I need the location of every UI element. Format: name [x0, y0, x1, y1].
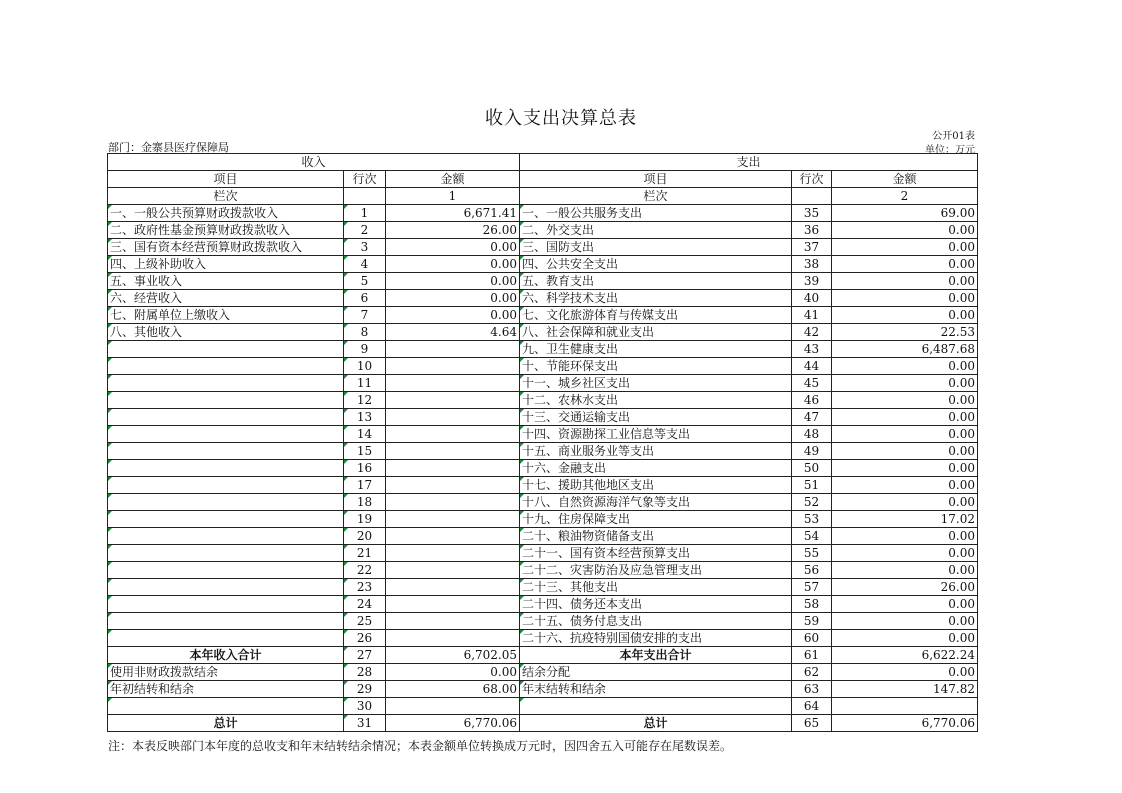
expense-row-no-cell: 43: [792, 341, 832, 358]
table-row: [108, 222, 978, 239]
income-item-cell: [108, 477, 344, 494]
expense-row-no-blank: [792, 188, 832, 205]
income-row-no-cell: 10: [344, 358, 386, 375]
grand-total-row: [108, 715, 978, 732]
expense-item-cell: 二十三、其他支出: [520, 579, 792, 596]
income-amount-cell: 0.00: [386, 664, 520, 681]
income-amount-cell: [386, 426, 520, 443]
expense-item-cell: 十七、援助其他地区支出: [520, 477, 792, 494]
income-row-no-cell: 30: [344, 698, 386, 715]
expense-row-no-header: 行次: [792, 171, 832, 188]
expense-amount-cell: 6,770.06: [832, 715, 978, 732]
table-row: [108, 630, 978, 647]
income-amount-cell: 0.00: [386, 273, 520, 290]
table-row: [108, 256, 978, 273]
income-row-no-cell: 29: [344, 681, 386, 698]
table-row: [108, 290, 978, 307]
expense-row-no-cell: 55: [792, 545, 832, 562]
table-row: [108, 392, 978, 409]
expense-item-cell: 本年支出合计: [520, 647, 792, 664]
expense-row-no-cell: 60: [792, 630, 832, 647]
table-row: [108, 426, 978, 443]
income-amount-cell: 0.00: [386, 290, 520, 307]
expense-row-no-cell: 64: [792, 698, 832, 715]
expense-amount-cell: 0.00: [832, 562, 978, 579]
income-amount-cell: 4.64: [386, 324, 520, 341]
income-amount-cell: 0.00: [386, 307, 520, 324]
expense-row-no-cell: 65: [792, 715, 832, 732]
expense-amount-cell: [832, 698, 978, 715]
expense-item-cell: 十六、金融支出: [520, 460, 792, 477]
expense-row-no-cell: 63: [792, 681, 832, 698]
income-row-no-cell: 15: [344, 443, 386, 460]
income-item-cell: [108, 392, 344, 409]
expense-amount-cell: 0.00: [832, 528, 978, 545]
expense-item-cell: 十一、城乡社区支出: [520, 375, 792, 392]
expense-amount-cell: 0.00: [832, 596, 978, 613]
expense-item-cell: 十、节能环保支出: [520, 358, 792, 375]
income-item-cell: [108, 698, 344, 715]
expense-row-no-cell: 51: [792, 477, 832, 494]
income-amount-cell: [386, 443, 520, 460]
expense-amount-cell: 26.00: [832, 579, 978, 596]
income-row-no-cell: 25: [344, 613, 386, 630]
income-amount-cell: [386, 698, 520, 715]
income-row-no-cell: 12: [344, 392, 386, 409]
income-amount-cell: 68.00: [386, 681, 520, 698]
expense-item-cell: 年末结转和结余: [520, 681, 792, 698]
expense-row-no-cell: 53: [792, 511, 832, 528]
expense-row-no-cell: 38: [792, 256, 832, 273]
income-row-no-cell: 22: [344, 562, 386, 579]
income-item-cell: 本年收入合计: [108, 647, 344, 664]
expense-row-no-cell: 37: [792, 239, 832, 256]
income-item-cell: 七、附属单位上缴收入: [108, 307, 344, 324]
expense-column-label: 栏次: [520, 188, 792, 205]
income-header: 收入: [108, 154, 520, 171]
income-item-cell: [108, 494, 344, 511]
income-amount-cell: 6,702.05: [386, 647, 520, 664]
income-amount-cell: [386, 409, 520, 426]
income-column-number: 1: [386, 188, 520, 205]
expense-amount-cell: 0.00: [832, 307, 978, 324]
expense-row-no-cell: 35: [792, 205, 832, 222]
expense-item-cell: 结余分配: [520, 664, 792, 681]
expense-amount-cell: 0.00: [832, 239, 978, 256]
income-amount-cell: [386, 392, 520, 409]
expense-row-no-cell: 39: [792, 273, 832, 290]
expense-amount-cell: 0.00: [832, 613, 978, 630]
expense-item-cell: 二十四、债务还本支出: [520, 596, 792, 613]
expense-item-cell: 二十五、债务付息支出: [520, 613, 792, 630]
income-amount-cell: 0.00: [386, 239, 520, 256]
department-label: 部门：金寨县医疗保障局: [108, 141, 229, 154]
form-code: 公开01表: [932, 131, 975, 142]
expense-amount-cell: 0.00: [832, 460, 978, 477]
income-amount-cell: [386, 460, 520, 477]
income-expense-table: [107, 153, 978, 732]
expense-amount-cell: 0.00: [832, 273, 978, 290]
income-item-cell: [108, 409, 344, 426]
expense-amount-cell: 0.00: [832, 664, 978, 681]
income-row-no-cell: 1: [344, 205, 386, 222]
income-item-cell: [108, 596, 344, 613]
income-item-cell: [108, 528, 344, 545]
expense-row-no-cell: 40: [792, 290, 832, 307]
income-row-no-cell: 6: [344, 290, 386, 307]
income-amount-cell: [386, 511, 520, 528]
income-row-no-cell: 8: [344, 324, 386, 341]
income-amount-header: 金额: [386, 171, 520, 188]
expense-header: 支出: [520, 154, 978, 171]
income-item-cell: [108, 341, 344, 358]
income-item-cell: 年初结转和结余: [108, 681, 344, 698]
income-row-no-cell: 7: [344, 307, 386, 324]
expense-item-cell: 十九、住房保障支出: [520, 511, 792, 528]
income-row-no-cell: 21: [344, 545, 386, 562]
income-item-cell: 四、上级补助收入: [108, 256, 344, 273]
table-row: [108, 375, 978, 392]
expense-item-cell: 总计: [520, 715, 792, 732]
expense-row-no-cell: 44: [792, 358, 832, 375]
expense-row-no-cell: 49: [792, 443, 832, 460]
expense-amount-cell: 0.00: [832, 545, 978, 562]
income-amount-cell: [386, 375, 520, 392]
expense-amount-cell: 0.00: [832, 426, 978, 443]
expense-row-no-cell: 56: [792, 562, 832, 579]
expense-amount-cell: 0.00: [832, 290, 978, 307]
table-row: [108, 324, 978, 341]
income-item-cell: [108, 579, 344, 596]
income-item-cell: [108, 613, 344, 630]
income-item-cell: [108, 426, 344, 443]
expense-item-cell: 十二、农林水支出: [520, 392, 792, 409]
table-row: [108, 664, 978, 681]
income-row-no-cell: 18: [344, 494, 386, 511]
expense-row-no-cell: 58: [792, 596, 832, 613]
income-item-cell: [108, 630, 344, 647]
income-row-no-cell: 28: [344, 664, 386, 681]
table-row: [108, 273, 978, 290]
table-row: [108, 307, 978, 324]
expense-row-no-cell: 36: [792, 222, 832, 239]
table-row: [108, 460, 978, 477]
income-item-cell: 六、经营收入: [108, 290, 344, 307]
table-row: [108, 409, 978, 426]
expense-row-no-cell: 46: [792, 392, 832, 409]
table-row: [108, 528, 978, 545]
income-item-cell: [108, 511, 344, 528]
expense-amount-cell: 17.02: [832, 511, 978, 528]
expense-row-no-cell: 59: [792, 613, 832, 630]
expense-item-cell: 三、国防支出: [520, 239, 792, 256]
expense-item-cell: 二十六、抗疫特别国债安排的支出: [520, 630, 792, 647]
expense-amount-cell: 22.53: [832, 324, 978, 341]
income-column-label: 栏次: [108, 188, 344, 205]
expense-row-no-cell: 41: [792, 307, 832, 324]
income-amount-cell: 0.00: [386, 256, 520, 273]
income-row-no-cell: 16: [344, 460, 386, 477]
expense-row-no-cell: 52: [792, 494, 832, 511]
income-row-no-cell: 5: [344, 273, 386, 290]
income-amount-cell: 6,770.06: [386, 715, 520, 732]
income-row-no-cell: 3: [344, 239, 386, 256]
table-row: [108, 596, 978, 613]
expense-item-cell: 十四、资源勘探工业信息等支出: [520, 426, 792, 443]
income-row-no-cell: 13: [344, 409, 386, 426]
income-row-no-cell: 11: [344, 375, 386, 392]
expense-column-number: 2: [832, 188, 978, 205]
expense-item-header: 项目: [520, 171, 792, 188]
section-header-row: [108, 154, 978, 171]
expense-item-cell: 二十、粮油物资储备支出: [520, 528, 792, 545]
table-row: [108, 358, 978, 375]
expense-amount-cell: 0.00: [832, 409, 978, 426]
expense-item-cell: 二、外交支出: [520, 222, 792, 239]
income-row-no-cell: 27: [344, 647, 386, 664]
income-row-no-cell: 17: [344, 477, 386, 494]
income-amount-cell: [386, 630, 520, 647]
expense-amount-cell: 0.00: [832, 630, 978, 647]
expense-item-cell: 五、教育支出: [520, 273, 792, 290]
income-row-no-blank: [344, 188, 386, 205]
income-row-no-cell: 23: [344, 579, 386, 596]
income-item-cell: 总计: [108, 715, 344, 732]
income-amount-cell: [386, 562, 520, 579]
income-row-no-cell: 31: [344, 715, 386, 732]
income-amount-cell: [386, 596, 520, 613]
income-item-cell: [108, 562, 344, 579]
table-row: [108, 494, 978, 511]
expense-item-cell: 十八、自然资源海洋气象等支出: [520, 494, 792, 511]
subtotal-row: [108, 647, 978, 664]
income-item-header: 项目: [108, 171, 344, 188]
table-row: [108, 613, 978, 630]
table-row: [108, 681, 978, 698]
expense-amount-cell: 147.82: [832, 681, 978, 698]
column-index-row: [108, 188, 978, 205]
income-amount-cell: [386, 341, 520, 358]
income-item-cell: [108, 375, 344, 392]
expense-item-cell: 十三、交通运输支出: [520, 409, 792, 426]
income-item-cell: 一、一般公共预算财政拨款收入: [108, 205, 344, 222]
income-item-cell: 三、国有资本经营预算财政拨款收入: [108, 239, 344, 256]
table-row: [108, 443, 978, 460]
expense-item-cell: 一、一般公共服务支出: [520, 205, 792, 222]
income-item-cell: 使用非财政拨款结余: [108, 664, 344, 681]
income-amount-cell: [386, 477, 520, 494]
table-row: [108, 579, 978, 596]
income-item-cell: 五、事业收入: [108, 273, 344, 290]
expense-amount-cell: 0.00: [832, 256, 978, 273]
table-row: [108, 477, 978, 494]
income-amount-cell: [386, 494, 520, 511]
expense-item-cell: 十五、商业服务业等支出: [520, 443, 792, 460]
income-amount-cell: [386, 579, 520, 596]
income-item-cell: [108, 460, 344, 477]
income-row-no-cell: 2: [344, 222, 386, 239]
expense-row-no-cell: 54: [792, 528, 832, 545]
unit-label: 单位：万元: [925, 145, 975, 156]
column-header-row: [108, 171, 978, 188]
income-amount-cell: [386, 528, 520, 545]
expense-amount-cell: 0.00: [832, 222, 978, 239]
table-row: [108, 239, 978, 256]
income-amount-cell: [386, 545, 520, 562]
expense-item-cell: 二十一、国有资本经营预算支出: [520, 545, 792, 562]
income-amount-cell: [386, 358, 520, 375]
expense-item-cell: 六、科学技术支出: [520, 290, 792, 307]
expense-row-no-cell: 45: [792, 375, 832, 392]
expense-row-no-cell: 50: [792, 460, 832, 477]
income-row-no-cell: 24: [344, 596, 386, 613]
table-row: [108, 545, 978, 562]
expense-row-no-cell: 47: [792, 409, 832, 426]
income-amount-cell: 6,671.41: [386, 205, 520, 222]
expense-amount-cell: 0.00: [832, 494, 978, 511]
income-item-cell: [108, 443, 344, 460]
income-item-cell: 八、其他收入: [108, 324, 344, 341]
expense-amount-cell: 0.00: [832, 477, 978, 494]
income-row-no-cell: 9: [344, 341, 386, 358]
expense-item-cell: 二十二、灾害防治及应急管理支出: [520, 562, 792, 579]
expense-row-no-cell: 61: [792, 647, 832, 664]
table-row: [108, 511, 978, 528]
expense-item-cell: 八、社会保障和就业支出: [520, 324, 792, 341]
expense-amount-cell: 0.00: [832, 358, 978, 375]
expense-row-no-cell: 48: [792, 426, 832, 443]
expense-item-cell: 九、卫生健康支出: [520, 341, 792, 358]
page-title: 收入支出决算总表: [485, 108, 637, 129]
income-item-cell: [108, 358, 344, 375]
expense-row-no-cell: 62: [792, 664, 832, 681]
table-row: [108, 698, 978, 715]
income-row-no-cell: 26: [344, 630, 386, 647]
income-amount-cell: 26.00: [386, 222, 520, 239]
income-amount-cell: [386, 613, 520, 630]
table-row: [108, 205, 978, 222]
expense-row-no-cell: 57: [792, 579, 832, 596]
table-row: [108, 341, 978, 358]
income-item-cell: 二、政府性基金预算财政拨款收入: [108, 222, 344, 239]
expense-amount-cell: 69.00: [832, 205, 978, 222]
income-item-cell: [108, 545, 344, 562]
expense-amount-cell: 0.00: [832, 392, 978, 409]
income-row-no-cell: 4: [344, 256, 386, 273]
income-row-no-cell: 14: [344, 426, 386, 443]
expense-row-no-cell: 42: [792, 324, 832, 341]
expense-amount-cell: 6,622.24: [832, 647, 978, 664]
expense-amount-header: 金额: [832, 171, 978, 188]
table-row: [108, 562, 978, 579]
footnote: 注：本表反映部门本年度的总收支和年末结转结余情况；本表金额单位转换成万元时，因四舍五入可能存在尾数误差。: [108, 739, 733, 753]
expense-amount-cell: 0.00: [832, 375, 978, 392]
expense-item-cell: 四、公共安全支出: [520, 256, 792, 273]
expense-amount-cell: 0.00: [832, 443, 978, 460]
expense-item-cell: [520, 698, 792, 715]
income-row-no-cell: 20: [344, 528, 386, 545]
expense-item-cell: 七、文化旅游体育与传媒支出: [520, 307, 792, 324]
expense-amount-cell: 6,487.68: [832, 341, 978, 358]
income-row-no-cell: 19: [344, 511, 386, 528]
income-row-no-header: 行次: [344, 171, 386, 188]
